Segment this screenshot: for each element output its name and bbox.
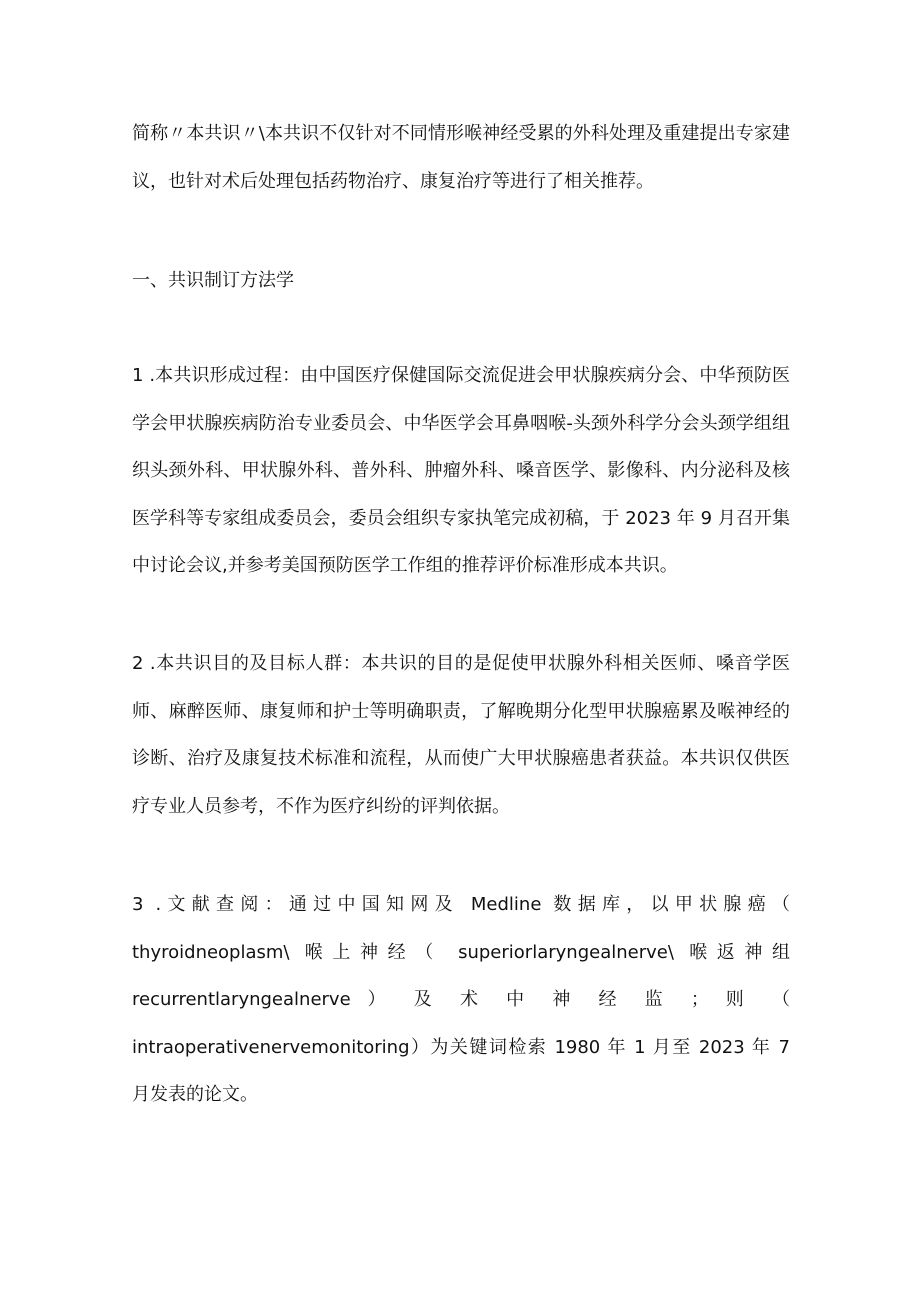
item-3-line: intraoperativenervemonitoring）为关键词检索 1980 年 1 月至 2023 年 7	[132, 1036, 790, 1058]
item-3-line: 3 .文献查阅：通过中国知网及 Medline 数据库，以甲状腺癌（	[132, 894, 790, 915]
section-heading-methodology: 一、共识制订方法学	[132, 270, 294, 291]
item-2-purpose-and-audience: 2 .本共识目的及目标人群：本共识的目的是促使甲状腺外科相关医师、嗓音学医师、麻醉医师、康复师和护士等明确职责，了解晚期分化型甲状腺癌累及喉神经的诊断、治疗及康复技术标准和流程，从而使广大甲状腺癌患者获益。本共识仅供医疗专业人员参考，不作为医疗纠纷的评判依据。	[132, 653, 790, 817]
item-3-line: recurrentlaryngealnerve ） 及 术 中 神 经 监 ； 则 （	[132, 989, 790, 1010]
item-1-formation-process: 1 .本共识形成过程：由中国医疗保健国际交流促进会甲状腺疾病分会、中华预防医学会甲状腺疾病防治专业委员会、中华医学会耳鼻咽喉-头颈外科学分会头颈学组组织头颈外科、甲状腺外科、普外科、肿瘤外科、嗓音医学、影像科、内分泌科及核医学科等专家组成委员会，委员会组织专家执笔完成初稿，于 2023 年 9 月召开集中讨论会议,并参考美国预防医学工作组的推荐评价标准形成本共识。	[132, 365, 790, 576]
item-3-line: 月发表的论文。	[132, 1084, 258, 1105]
intro-paragraph: 简称〃本共识〃\本共识不仅针对不同情形喉神经受累的外科处理及重建提出专家建议，也针对术后处理包括药物治疗、康复治疗等进行了相关推荐。	[132, 123, 790, 192]
item-3-line: thyroidneoplasm\ 喉上神经（ superiorlaryngealnerve\ 喉返神组	[132, 941, 790, 963]
item-3-literature-review	[132, 881, 790, 1119]
